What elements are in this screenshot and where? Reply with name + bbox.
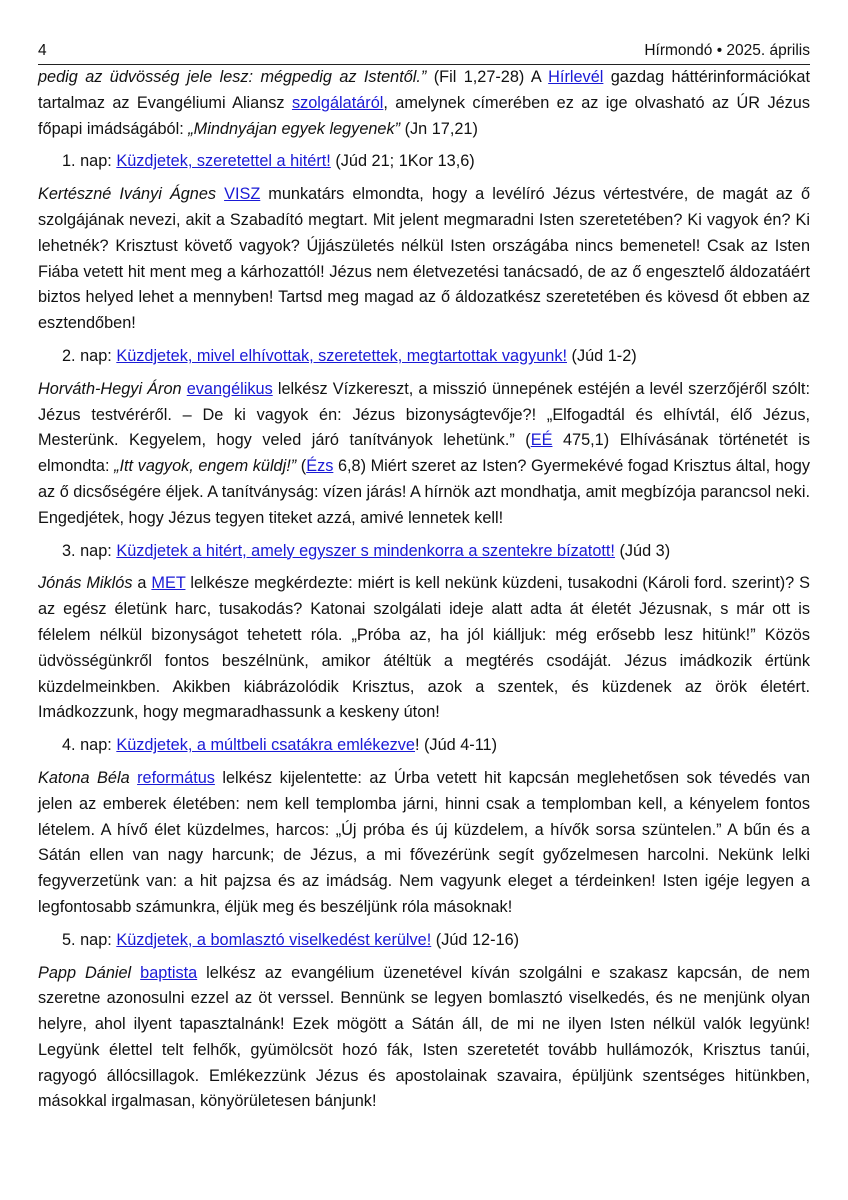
day-summary xyxy=(38,571,810,726)
day-title-link[interactable]: Küzdjetek, mivel elhívottak, szeretettek, megtartottak vagyunk! xyxy=(116,346,567,365)
day-label: 1. nap: xyxy=(62,152,117,171)
text: munkatárs elmondta, hogy a levélíró Jézus vértestvére, de magát az ő szolgájának nevezi, akit a Szabadító megtart. Mit jelent megmaradni Isten szeretetében? Ki vagyok én? Ki lehetnék? Krisztust követő vagyok? Újjászületés nélkül Isten országába nincs bemenetel! Csak az Isten Fiába vetett hit ment meg a kárhozattól! Jézus nem életvezetési tanácsadó, de az ő engesztelő áldozatáért biztos helyed lehet a mennyben! Tartsd meg magad az ő áldozatkész szeretetében és kövesd őt ebben az esztendőben! xyxy=(38,185,811,333)
speaker-name: Katona Béla xyxy=(38,768,130,787)
day-title-link[interactable]: Küzdjetek a hitért, amely egyszer s mindenkorra a szentekre bízatott! xyxy=(116,541,615,560)
text xyxy=(131,964,140,982)
text: , amelynek címerében ez az ige olvasható az ÚR Jézus főpapi imádságából: xyxy=(38,93,810,138)
day-heading xyxy=(38,928,810,954)
org-link[interactable]: baptista xyxy=(140,963,198,982)
text: 475,1) Elhívásának történetét is elmondta: xyxy=(38,431,810,476)
text: (Fil 1,27-28) A xyxy=(426,68,549,86)
day-label: 2. nap: xyxy=(62,346,117,365)
bible-reference: ! (Júd 4-11) xyxy=(414,736,498,755)
page xyxy=(38,40,810,1115)
day-heading xyxy=(38,733,810,759)
day-label: 4. nap: xyxy=(62,736,117,755)
bible-reference: (Júd 3) xyxy=(614,541,671,560)
bible-reference: (Júd 21; 1Kor 13,6) xyxy=(330,152,475,171)
intro-paragraph xyxy=(38,65,810,142)
day-summary xyxy=(38,961,810,1116)
text xyxy=(130,769,137,787)
page-header xyxy=(38,40,810,65)
org-link[interactable]: VISZ xyxy=(224,185,261,204)
day-summary xyxy=(38,182,810,337)
org-link[interactable]: református xyxy=(137,768,215,787)
day-summary xyxy=(38,377,810,532)
org-link[interactable]: MET xyxy=(151,574,186,593)
speaker-name: Horváth-Hegyi Áron xyxy=(38,379,182,398)
day-heading xyxy=(38,344,810,370)
bible-reference: (Júd 12-16) xyxy=(431,930,520,949)
text: a xyxy=(132,574,152,593)
day-title-link[interactable]: Küzdjetek, a múltbeli csatákra emlékezve xyxy=(116,736,415,755)
text: (Jn 17,21) xyxy=(400,119,478,138)
speaker-name: Jónás Miklós xyxy=(38,574,133,593)
link-ee[interactable]: EÉ xyxy=(530,431,553,450)
bible-quote: pedig az üdvösség jele lesz: mégpedig az Istentől.” xyxy=(38,68,427,86)
bible-quote: „Itt vagyok, engem küldj!” xyxy=(114,457,297,476)
day-heading xyxy=(38,149,810,175)
day-heading xyxy=(38,539,810,565)
link-szolgalatarol[interactable]: szolgálatáról xyxy=(291,93,384,112)
text: lelkésze megkérdezte: miért is kell nekünk küzdeni, tusakodni (Károli ford. szerint)? S az egész életünk harc, tusakodás? Katonai szolgálati ideje alatt adta át életét Jézusnak, s már ott is félelem nélkül bizonyságot tehetett róla. „Próba az, ha jól kiálljuk: még erősebb lesz hitünk!” Közös üdvösségünkről fontos beszélnünk, amikor átéltük a megtérés csodáját. Jézus imádkozik értünk küzdelmeinkben. Akikben kiábrázolódik Krisztus, azok a szentek, és küzdenek az örök életért. Imádkozzunk, hogy megmaradhassunk a keskeny úton! xyxy=(38,574,810,722)
bible-quote: „Mindnyájan egyek legyenek” xyxy=(188,119,401,138)
text: gazdag háttérinformációkat tartalmaz az Evangéliumi Aliansz xyxy=(38,68,811,112)
page-number: 4 xyxy=(38,42,47,59)
link-hirlevel[interactable]: Hírlevél xyxy=(548,68,604,86)
speaker-name: Kertészné Iványi Ágnes xyxy=(38,185,217,204)
text: lelkész kijelentette: az Úrba vetett hit kapcsán meglehetősen sok tévedés van jelen az emberek életében: nem kell templomba járni, hinni csak a templomban kell, a kényelem fontos lételem. A hívő élet küzdelmes, harcos: „Új próba és új küzdelem, a hívők sorsa szüntelen.” A bűn és a Sátán ellen van nagy harcunk; de Jézus, a mi fővezérünk segít győzelmesen harcolni. Nekünk lelki fegyverzetünk van: a hit pajzsa és az imádság. Nem vagyunk eleget a térdeinken! Isten igéje legyen a legfontosabb számunkra, éljük meg és beszéljünk róla másoknak! xyxy=(38,768,810,916)
text: lelkész az evangélium üzenetével kíván szolgálni e szakasz kapcsán, de nem szeretne azonosulni ezzel az öt verssel. Bennünk se legyen bomlasztó viselkedés, és ne menjünk olyan helyre, ahol ilyent tapasztalnánk! Ezek mögött a Sátán áll, de mi ne ilyen Isten nélkül valók legyünk! Legyünk élettel telt felhők, gyümölcsöt hozó fák, Isten szeretetét tovább hullámozók, Krisztus tanúi, ragyogó állócsillagok. Emlékezzünk Jézus és apostolainak szavaira, épüljünk szentséges hitünkben, másokkal irgalmasan, könyörületesen bánjunk! xyxy=(38,963,810,1111)
text: lelkész Vízkereszt, a misszió ünnepének estéjén a levél szerzőjéről szólt: Jézus testvéréről. – De ki vagyok én: Jézus bizonyságtevője?! „Elfogadtál és elhívtál, élő Jézus, Mesterünk. Kegyelem, hogy veled járó tanítványok lehetünk.” ( xyxy=(38,379,810,450)
text xyxy=(216,185,224,203)
publication-info: Hírmondó • 2025. április xyxy=(644,42,810,59)
speaker-name: Papp Dániel xyxy=(38,963,132,982)
text: 6,8) Miért szeret az Isten? Gyermekévé fogad Krisztus által, hogy az ő dicsőségére éljek. A tanítványság: vízen járás! A hírnök azt mondhatja, amit megbízója parancsol neki. Engedjétek, hogy Jézus tegyen titeket azzá, amivé lennetek kell! xyxy=(38,457,810,527)
day-title-link[interactable]: Küzdjetek, szeretettel a hitért! xyxy=(116,152,331,171)
day-summary xyxy=(38,766,810,921)
day-label: 3. nap: xyxy=(62,541,117,560)
bible-reference: (Júd 1-2) xyxy=(567,346,637,365)
link-ezs[interactable]: Ézs xyxy=(306,457,334,476)
org-link[interactable]: evangélikus xyxy=(186,379,273,398)
day-label: 5. nap: xyxy=(62,930,117,949)
text: ( xyxy=(296,457,307,476)
day-title-link[interactable]: Küzdjetek, a bomlasztó viselkedést kerülve! xyxy=(116,930,432,949)
